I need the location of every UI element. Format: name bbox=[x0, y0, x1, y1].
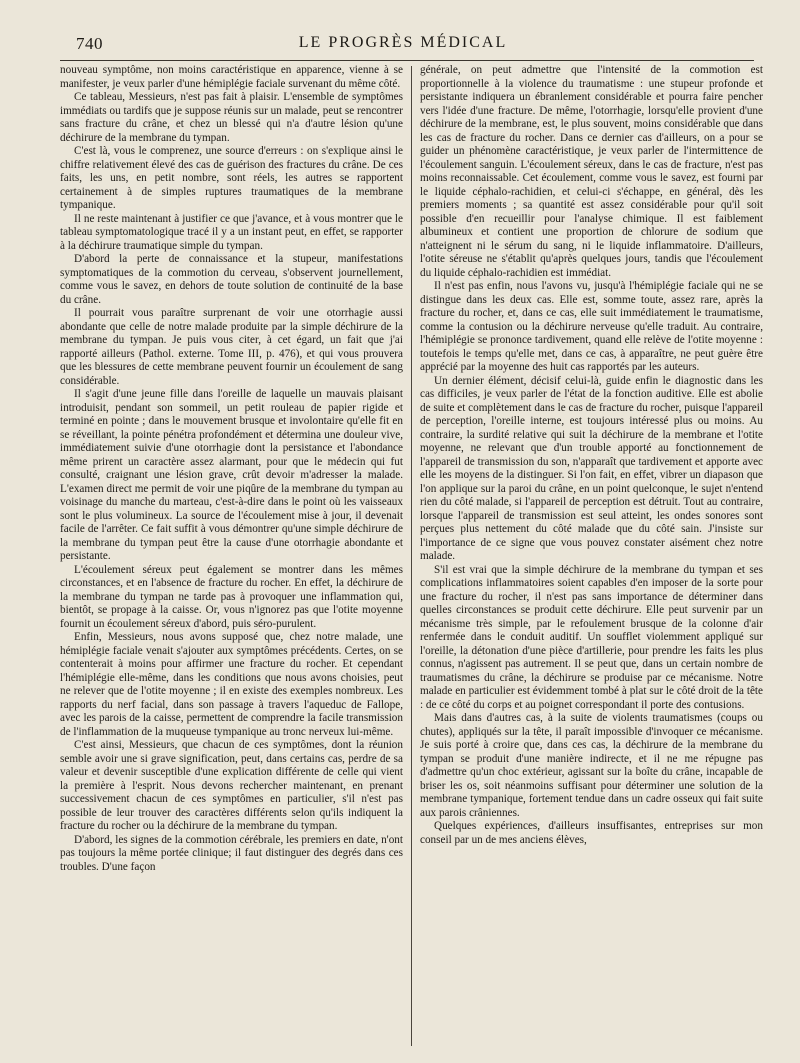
paragraph: D'abord la perte de connaissance et la stupeur, manifestations symptomatiques de la commotion du cerveau, s'observent journellement, comme vous le savez, en dehors de toute solution de continuité de la base du crâne. bbox=[60, 253, 403, 306]
paragraph: C'est ainsi, Messieurs, que chacun de ces symptômes, dont la réunion semble avoir une si grave signification, peut, dans certains cas, perdre de sa valeur et devenir susceptible d'une explication différente de celle qui vient la première à l'esprit. Nous devons rechercher maintenant, en prenant successivement chacun de ces symptômes en particulier, s'il n'est pas possible de leur trouver des caractères différents selon qu'ils indiquent la fracture du rocher ou la déchirure de la membrane du tympan. bbox=[60, 739, 403, 832]
paragraph: Il n'est pas enfin, nous l'avons vu, jusqu'à l'hémiplégie faciale qui ne se distingue dans les deux cas. Elle est, somme toute, assez rare, après la fracture du rocher, et, dans ce cas, elle suit immédiatement le traumatisme, comme la contusion ou la déchirure nerveuse qu'elle traduit. Au contraire, l'hémiplégie se prononce tardivement, quand elle relève de l'otite moyenne : toutefois le temps qu'elle met, dans ce cas, à apparaître, ne peut guère être apprécié par la moyenne des huit cas rapportés par les auteurs. bbox=[420, 280, 763, 373]
paragraph: D'abord, les signes de la commotion cérébrale, les premiers en date, n'ont pas toujours la même portée clinique; il faut distinguer des degrés dans ces troubles. D'une façon bbox=[60, 833, 403, 873]
paragraph: Il pourrait vous paraître surprenant de voir une otorrhagie aussi abondante que celle de notre malade produite par la simple déchirure de la membrane du tympan. Je puis vous citer, à cet égard, un fait que j'ai rapporté ailleurs (Pathol. externe. Tome III, p. 476), et qui vous prouvera que les blessures de cette membrane peuvent fournir un écoulement de sang considérable. bbox=[60, 307, 403, 387]
header-rule bbox=[60, 60, 754, 61]
left-column bbox=[60, 64, 403, 874]
paragraph: S'il est vrai que la simple déchirure de la membrane du tympan et ses complications inflammatoires soient capables d'en imposer de la sorte pour une fracture du rocher, il n'est pas sans importance de déterminer dans quelles circonstances se produit cette déchirure. Elle peut survenir par un mécanisme très simple, par le refoulement brusque de la colonne d'air renfermée dans le conduit auditif. Un soufflet violemment appliqué sur l'oreille, la détonation d'une pièce d'artillerie, pour prendre les faits les plus connus, n'agissent pas autrement. Il se peut que, dans un certain nombre de traumatismes du crâne, la déchirure se produise par ce mécanisme. Notre malade en particulier est évidemment tombé à plat sur le côté droit de la tête : de ce côté du corps et au poignet correspondant il porte des contusions. bbox=[420, 563, 763, 711]
paragraph: Il s'agit d'une jeune fille dans l'oreille de laquelle un mauvais plaisant introduisit, pendant son sommeil, un petit rouleau de papier rigide et terminé en pointe ; dans le mouvement brusque et involontaire qu'elle fit en se réveillant, la pointe pénétra profondément et détermina une douleur vive, immédiatement suivie d'une otorrhagie dont la persistance et l'abondance même prirent un caractère assez alarmant, pour que le médecin qui fut consulté, craignant une lésion grave, crût devoir m'adresser la malade. L'examen direct me permit de voir une piqûre de la membrane du tympan au voisinage du manche du marteau, c'est-à-dire dans le point où les vaisseaux sont le plus volumineux. La source de l'écoulement mise à jour, il devenait facile de l'arrêter. Ce fait suffit à vous démontrer qu'une simple déchirure de la membrane du tympan peut être la cause d'une otorrhagie abondante et persistante. bbox=[60, 388, 403, 562]
column-divider bbox=[411, 66, 412, 1046]
paragraph: nouveau symptôme, non moins caractéristique en apparence, vienne à se manifester, je veux parler d'une hémiplégie faciale survenant du même côté. bbox=[60, 64, 403, 90]
paragraph: C'est là, vous le comprenez, une source d'erreurs : on s'explique ainsi le chiffre relativement élevé des cas de guérison des fractures du crâne. De ces faits, les uns, en petit nombre, sont réels, les autres se rapportent certainement à de simples ruptures traumatiques de la membrane tympanique. bbox=[60, 145, 403, 211]
journal-title: LE PROGRÈS MÉDICAL bbox=[298, 34, 508, 51]
paragraph: Un dernier élément, décisif celui-là, guide enfin le diagnostic dans les cas difficiles, je veux parler de l'état de la fonction auditive. Elle est abolie de suite et complètement dans le cas de fracture du rocher, puisque l'appareil de perception, l'oreille interne, est toujours intéressé plus ou moins. Au contraire, la surdité relative qui suit la déchirure de la membrane et l'otite moyenne, ne relevant que d'un trouble apporté au fonctionnement de l'appareil de transmission du son, n'apparaît que tardivement et apporte avec elle les moyens de la distinguer. Si l'on fait, en effet, vibrer un diapason que l'on applique sur la paroi du crâne, en un point quelconque, le sujet n'entend rien du côté malade, si l'appareil de perception est détruit. Tout au contraire, lorsque l'appareil de transmission est seul atteint, les ondes sonores sont perçues plus nettement du côté malade que du côté sain. J'insiste sur l'importance de ce signe que vous pouvez constater aisément chez notre malade. bbox=[420, 374, 763, 562]
paragraph: L'écoulement séreux peut également se montrer dans les mêmes circonstances, et en l'absence de fracture du rocher. En effet, la déchirure de la membrane du tympan ne tarde pas à provoquer une inflammation qui, bientôt, se propage à la caisse. Or, vous n'ignorez pas que l'otite moyenne fournit un écoulement séreux d'abord, puis séro-purulent. bbox=[60, 563, 403, 630]
running-header bbox=[52, 34, 754, 56]
paragraph: générale, on peut admettre que l'intensité de la commotion est proportionnelle à la violence du traumatisme : une stupeur profonde et persistante indiquera un ébranlement considérable et pourra faire pencher vers l'idée d'une fracture. De même, l'otorrhagie, lorsqu'elle provient d'une déchirure de la membrane, est, le plus souvent, moins considérable que dans les cas de fracture du rocher. Dans ce dernier cas d'ailleurs, on a pour se guider un phénomène caractéristique, je veux parler de l'intermittence de l'écoulement sanguin. L'écoulement séreux, dans le cas de fracture, n'est pas moins reconnaissable. Cet écoulement, comme vous le savez, est fourni par le liquide céphalo-rachidien, et celui-ci s'échappe, en général, dès les premiers moments ; sa quantité est assez considérable pour qu'il soit possible d'en recueillir pour l'analyse chimique. Il est faiblement albumineux et contient une proportion de chlorure de sodium que n'atteignent ni le sérum du sang, ni le liquide inflammatoire. D'ailleurs, l'otite séreuse ne s'établit qu'après quelques jours, tandis que l'écoulement du liquide céphalo-rachidien est immédiat. bbox=[420, 64, 763, 279]
paragraph: Quelques expériences, d'ailleurs insuffisantes, entreprises sur mon conseil par un de mes anciens élèves, bbox=[420, 820, 763, 846]
paragraph: Il ne reste maintenant à justifier ce que j'avance, et à vous montrer que le tableau symptomatologique tracé il y a un instant peut, en effet, se rapporter à la déchirure traumatique simple du tympan. bbox=[60, 212, 403, 252]
paragraph: Enfin, Messieurs, nous avons supposé que, chez notre malade, une hémiplégie faciale venait s'ajouter aux symptômes précédents. Certes, on se contenterait à moins pour affirmer une fracture du rocher. Et cependant l'hémiplégie elle-même, dans les conditions que nous avons choisies, peut ne relever que de l'otite moyenne ; il en existe des exemples nombreux. Les rapports du nerf facial, dans son passage à travers l'aqueduc de Fallope, avec les parois de la caisse, permettent de comprendre la facile transmission de l'inflammation de la muqueuse tympanique au tronc nerveux lui-même. bbox=[60, 631, 403, 738]
right-column bbox=[420, 64, 763, 847]
paragraph: Mais dans d'autres cas, à la suite de violents traumatismes (coups ou chutes), appliqués sur la tête, il paraît impossible d'invoquer ce mécanisme. Je suis porté à croire que, dans ces cas, la déchirure de la membrane du tympan se produit d'une manière indirecte, et il ne me répugne pas d'admettre qu'un choc extérieur, agissant sur la boîte du crâne, incapable de briser les os, soit néanmoins suffisant pour déterminer une solution de la membrane tympanique, fortement tendue dans un cadre osseux qui fait suite aux parois crâniennes. bbox=[420, 712, 763, 819]
paragraph: Ce tableau, Messieurs, n'est pas fait à plaisir. L'ensemble de symptômes immédiats ou tardifs que je suppose réunis sur un malade, peut se rencontrer sans fracture du crâne, et chez un blessé qui n'a d'autre lésion qu'une déchirure de la membrane du tympan. bbox=[60, 91, 403, 144]
page-number: 740 bbox=[76, 34, 103, 53]
